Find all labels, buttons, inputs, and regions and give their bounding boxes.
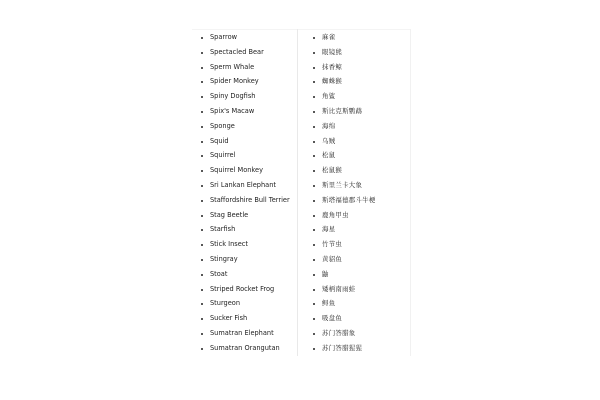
english-name-item-label: Spix's Macaw: [210, 106, 255, 115]
bullet-icon: [313, 185, 315, 187]
chinese-name-item: [298, 134, 410, 149]
bullet-icon: [313, 333, 315, 335]
chinese-names-list: [298, 30, 410, 356]
bullet-icon: [201, 141, 203, 143]
bullet-icon: [201, 229, 203, 231]
bullet-icon: [313, 155, 315, 157]
english-name-item: [192, 252, 297, 267]
bullet-icon: [201, 37, 203, 39]
english-name-item-label: Starfish: [210, 225, 236, 234]
bullet-icon: [313, 111, 315, 113]
english-name-item-label: Sparrow: [210, 33, 237, 41]
english-name-item: [192, 193, 297, 208]
english-name-item: [192, 163, 297, 178]
english-name-item: [192, 341, 297, 356]
english-name-item-label: Squirrel: [210, 151, 236, 160]
chinese-name-item: [298, 267, 410, 282]
chinese-name-item-label: 海绵: [322, 121, 336, 130]
bullet-icon: [313, 274, 315, 276]
english-name-item-label: Sumatran Elephant: [210, 328, 274, 337]
chinese-name-item: [298, 60, 410, 75]
bullet-icon: [313, 259, 315, 261]
chinese-name-item-label: 角鲨: [322, 92, 336, 101]
animal-names-table: [192, 29, 411, 356]
english-name-item-label: Sri Lankan Elephant: [210, 180, 276, 189]
english-name-item: [192, 148, 297, 163]
bullet-icon: [201, 259, 203, 261]
bullet-icon: [201, 303, 203, 305]
english-name-item: [192, 119, 297, 134]
english-name-item-label: Spectacled Bear: [210, 47, 264, 56]
chinese-name-item-label: 斯里兰卡大象: [322, 180, 363, 189]
english-name-item: [192, 282, 297, 297]
english-name-item: [192, 296, 297, 311]
bullet-icon: [313, 67, 315, 69]
bullet-icon: [201, 200, 203, 202]
chinese-name-item: [298, 208, 410, 223]
chinese-name-item: [298, 237, 410, 252]
english-name-item-label: Striped Rocket Frog: [210, 284, 275, 293]
bullet-icon: [201, 333, 203, 335]
chinese-name-item-label: 矮柄南雨蛙: [322, 284, 356, 293]
chinese-name-item-label: 吸盘鱼: [322, 314, 343, 323]
chinese-name-item-label: 海星: [322, 225, 336, 234]
english-name-item-label: Sucker Fish: [210, 314, 248, 323]
chinese-name-item-label: 苏门答腊象: [322, 328, 356, 337]
bullet-icon: [201, 274, 203, 276]
bullet-icon: [201, 81, 203, 83]
chinese-name-item: [298, 119, 410, 134]
chinese-name-item-label: 斯比克斯鹦鹉: [322, 106, 363, 115]
bullet-icon: [201, 289, 203, 291]
bullet-icon: [313, 215, 315, 217]
bullet-icon: [313, 229, 315, 231]
chinese-name-item: [298, 311, 410, 326]
english-name-item: [192, 30, 297, 45]
english-name-item-label: Sumatran Orangutan: [210, 343, 280, 352]
bullet-icon: [313, 200, 315, 202]
english-name-item: [192, 237, 297, 252]
bullet-icon: [201, 111, 203, 113]
chinese-name-item-label: 蜘蛛猴: [322, 77, 343, 86]
bullet-icon: [313, 141, 315, 143]
chinese-name-item-label: 麻雀: [322, 33, 336, 41]
chinese-name-item-label: 松鼠猴: [322, 166, 343, 175]
english-name-item-label: Stag Beetle: [210, 210, 249, 219]
bullet-icon: [201, 155, 203, 157]
chinese-name-item-label: 抹香鲸: [322, 62, 343, 71]
chinese-name-item-label: 眼镜熊: [322, 47, 343, 56]
bullet-icon: [201, 348, 203, 350]
english-name-item: [192, 134, 297, 149]
english-name-item-label: Staffordshire Bull Terrier: [210, 195, 290, 204]
chinese-name-item-label: 乌贼: [322, 136, 336, 145]
chinese-name-item: [298, 296, 410, 311]
chinese-name-item: [298, 45, 410, 60]
chinese-name-item: [298, 148, 410, 163]
chinese-name-item-label: 鹿角甲虫: [322, 210, 349, 219]
chinese-name-item: [298, 30, 410, 45]
english-name-item: [192, 178, 297, 193]
bullet-icon: [201, 52, 203, 54]
chinese-name-item: [298, 178, 410, 193]
english-name-item-label: Sponge: [210, 121, 235, 130]
bullet-icon: [201, 244, 203, 246]
bullet-icon: [313, 81, 315, 83]
english-name-item-label: Stingray: [210, 254, 238, 263]
bullet-icon: [313, 96, 315, 98]
chinese-name-item: [298, 341, 410, 356]
bullet-icon: [313, 289, 315, 291]
chinese-name-item: [298, 282, 410, 297]
chinese-name-item-label: 苏门答腊猩猩: [322, 343, 363, 352]
bullet-icon: [313, 348, 315, 350]
chinese-name-item-label: 竹节虫: [322, 240, 343, 249]
english-name-item: [192, 104, 297, 119]
bullet-icon: [313, 126, 315, 128]
bullet-icon: [313, 170, 315, 172]
bullet-icon: [201, 170, 203, 172]
chinese-name-item: [298, 222, 410, 237]
bullet-icon: [201, 67, 203, 69]
bullet-icon: [313, 37, 315, 39]
bullet-icon: [313, 303, 315, 305]
english-name-item-label: Stick Insect: [210, 240, 248, 249]
bullet-icon: [313, 244, 315, 246]
english-name-item-label: Stoat: [210, 269, 228, 278]
bullet-icon: [201, 318, 203, 320]
english-name-item: [192, 89, 297, 104]
english-name-item-label: Spiny Dogfish: [210, 92, 256, 101]
bullet-icon: [201, 96, 203, 98]
english-name-item: [192, 267, 297, 282]
english-name-item: [192, 60, 297, 75]
chinese-name-item: [298, 252, 410, 267]
english-name-item: [192, 311, 297, 326]
chinese-name-item: [298, 163, 410, 178]
chinese-name-item: [298, 326, 410, 341]
english-name-item-label: Spider Monkey: [210, 77, 259, 86]
english-name-item-label: Squirrel Monkey: [210, 166, 263, 175]
chinese-name-item: [298, 104, 410, 119]
chinese-name-item-label: 斯塔福德郡斗牛梗: [322, 195, 376, 204]
english-name-item: [192, 208, 297, 223]
chinese-name-item: [298, 74, 410, 89]
chinese-name-item-label: 松鼠: [322, 151, 336, 160]
bullet-icon: [201, 215, 203, 217]
english-name-item-label: Sperm Whale: [210, 62, 255, 71]
bullet-icon: [201, 185, 203, 187]
chinese-name-item-label: 黄貂鱼: [322, 254, 343, 263]
bullet-icon: [313, 318, 315, 320]
bullet-icon: [313, 52, 315, 54]
chinese-name-item-label: 鲟鱼: [322, 299, 336, 308]
english-name-item: [192, 45, 297, 60]
chinese-name-item-label: 鼬: [322, 269, 329, 278]
bullet-icon: [201, 126, 203, 128]
english-name-item: [192, 326, 297, 341]
english-name-item: [192, 74, 297, 89]
english-names-list: [192, 30, 297, 356]
english-name-item-label: Sturgeon: [210, 299, 241, 308]
chinese-name-item: [298, 89, 410, 104]
chinese-name-item: [298, 193, 410, 208]
english-name-item: [192, 222, 297, 237]
english-name-item-label: Squid: [210, 136, 229, 145]
